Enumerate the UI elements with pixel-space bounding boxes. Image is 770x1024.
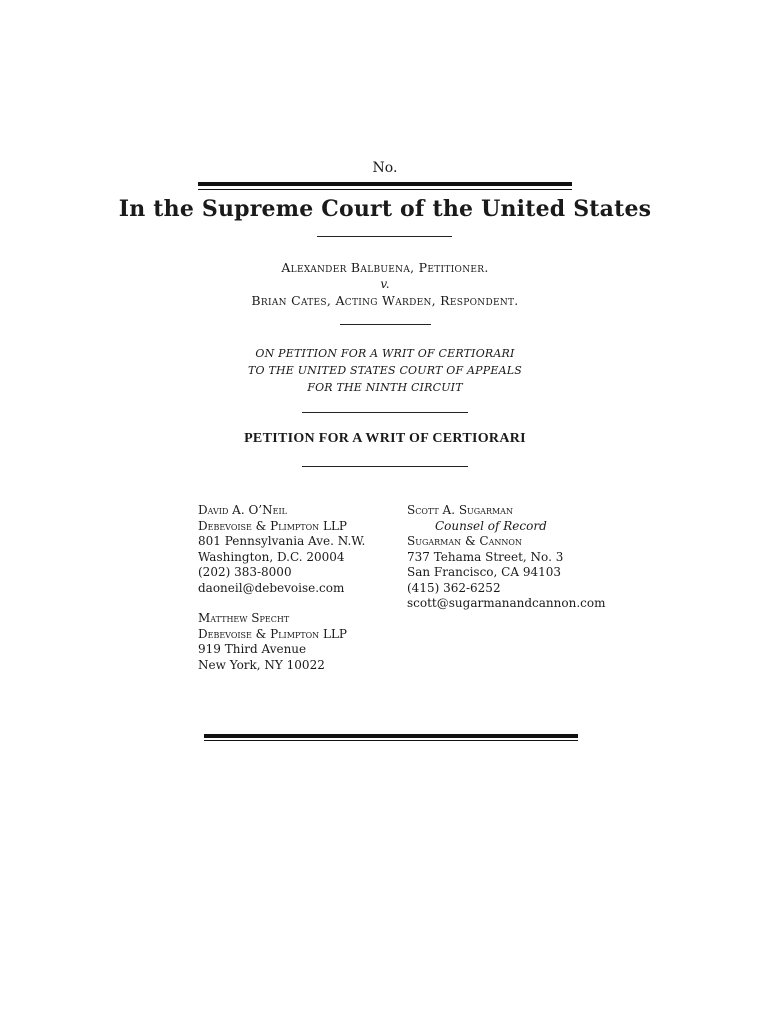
counsel-left-block	[198, 503, 365, 673]
counsel-name: Matthew Specht	[198, 611, 290, 625]
on-petition-line-2: TO THE UNITED STATES COURT OF APPEALS	[248, 364, 522, 377]
counsel-address-2: San Francisco, CA 94103	[407, 565, 561, 579]
counsel-address-2: New York, NY 10022	[198, 657, 325, 672]
divider-court	[317, 236, 452, 237]
counsel-phone: (202) 383-8000	[198, 565, 292, 579]
footer-rule-thick	[204, 734, 578, 738]
counsel-name: Scott A. Sugarman	[407, 503, 513, 517]
counsel-email: daoneil@debevoise.com	[198, 580, 345, 595]
header-rule-thin	[198, 189, 572, 190]
caption-respondent: Brian Cates, Acting Warden, Respondent.	[251, 293, 519, 308]
divider-title	[302, 466, 468, 467]
counsel-address-1: 737 Tehama Street, No. 3	[407, 549, 564, 564]
counsel-role: Counsel of Record	[435, 518, 547, 533]
counsel-firm: Debevoise & Plimpton LLP	[198, 626, 348, 641]
header-rule-thick	[198, 182, 572, 186]
counsel-address-2: Washington, D.C. 20004	[198, 549, 345, 564]
caption-versus: v.	[380, 277, 390, 291]
counsel-firm: Sugarman & Cannon	[407, 534, 522, 548]
counsel-firm: Debevoise & Plimpton LLP	[198, 518, 348, 533]
on-petition-line-3: FOR THE NINTH CIRCUIT	[307, 381, 463, 394]
document-title: PETITION FOR A WRIT OF CERTIORARI	[244, 431, 526, 446]
docket-number: No.	[372, 160, 398, 176]
caption-petitioner: Alexander Balbuena, Petitioner.	[281, 260, 489, 275]
counsel-address-1: 801 Pennsylvania Ave. N.W.	[198, 534, 366, 548]
counsel-name: David A. O’Neil	[198, 503, 287, 517]
court-title: In the Supreme Court of the United States	[118, 196, 652, 222]
counsel-right-block	[407, 503, 605, 612]
footer-rule-thin	[204, 740, 578, 741]
counsel-email: scott@sugarmanandcannon.com	[407, 596, 606, 610]
counsel-address-1: 919 Third Avenue	[198, 642, 307, 656]
counsel-phone: (415) 362-6252	[407, 580, 501, 595]
on-petition-line-1: ON PETITION FOR A WRIT OF CERTIORARI	[255, 347, 515, 360]
divider-caption	[340, 324, 431, 325]
divider-petition	[302, 412, 468, 413]
